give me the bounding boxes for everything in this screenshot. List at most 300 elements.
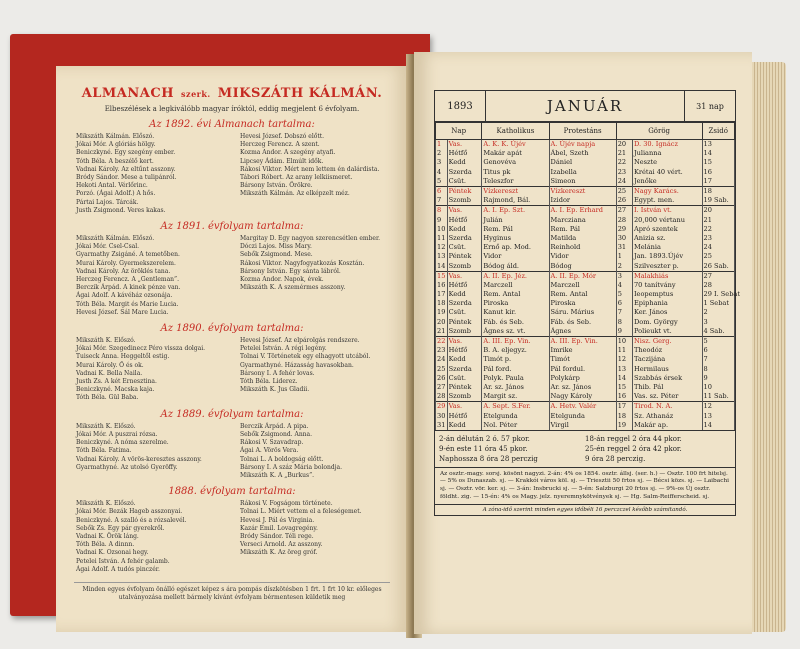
calendar-row <box>436 196 735 206</box>
calendar-cell: 22 <box>437 337 446 346</box>
calendar-cell: 3 <box>616 271 632 281</box>
calendar-cell: 7 <box>702 355 735 364</box>
calendar-row <box>436 261 735 271</box>
calendar-cell: Péntek <box>447 186 482 196</box>
calendar-cell: 9 <box>702 374 735 383</box>
calendar-cell: Theodóz <box>632 346 702 355</box>
calendar-cell: Vas. <box>447 402 482 412</box>
calendar-cell: Szerda <box>447 234 482 243</box>
calendar-cell: 20 <box>616 140 632 150</box>
contents-entry: Hevesi József. Sál Mare Lucia. <box>76 308 169 316</box>
calendar-cell: Vízkereszt <box>549 186 616 196</box>
contents-entry: Mikszáth K. Jus Gladii. <box>240 386 310 394</box>
contents-entry: Justh Zsigmond. Veres kakas. <box>76 206 166 214</box>
calendar-row <box>436 140 735 150</box>
calendar-cell: Hétfő <box>447 411 482 420</box>
calendar-cell: Julián <box>482 216 549 225</box>
calendar-cell: 28 <box>702 281 735 290</box>
calendar-cell: 7 <box>616 308 632 317</box>
calendar-cell: Kedd <box>447 355 482 364</box>
calendar-cell: Hétfő <box>447 281 482 290</box>
calendar-cell: Etelgunda <box>482 411 549 420</box>
calendar-cell: 12 <box>616 355 632 364</box>
calendar-cell: Rem. Pál <box>549 225 616 234</box>
calendar-cell: 17 <box>702 177 735 187</box>
section-heading: 1888. évfolyam tartalma: <box>168 486 296 498</box>
calendar-cell: 25 <box>702 252 735 261</box>
contents-entry: Vadnai K. Bella Naila. <box>76 369 143 377</box>
calendar-cell: Polykárp <box>549 374 616 383</box>
calendar-cell: 13 <box>437 252 446 261</box>
calendar-cell: Nagy Károly <box>549 392 616 402</box>
calendar-cell: Hétfő <box>447 346 482 355</box>
calendar-cell: Rem. Pál <box>482 225 549 234</box>
calendar-cell: 11 Sab. <box>702 392 735 402</box>
calendar-cell: Thib. Pál <box>632 383 702 392</box>
contents-entry: Tolnai L. Miért vettem el a feleségemet. <box>240 508 362 516</box>
section-columns <box>56 235 408 317</box>
contents-entry: Petelei István. A fehér galamb. <box>76 557 170 565</box>
calendar-cell: Sz. Athanáz <box>632 411 702 420</box>
moon-phase-line: 9 óra 28 perczig. <box>585 454 646 463</box>
calendar-cell: 27 <box>437 382 446 391</box>
calendar-row <box>436 281 735 290</box>
calendar-cell: 30 <box>616 234 632 243</box>
contents-entry: Margitay D. Egy nagyon szerencsétlen ember. <box>240 235 381 243</box>
calendar-cell: 29 <box>437 402 446 411</box>
calendar-cell: 15 <box>702 158 735 167</box>
calendar-cell: Vidor <box>549 252 616 261</box>
contents-entry: Jókai Mór. Csel-Csal. <box>76 243 140 251</box>
calendar-row <box>436 149 735 158</box>
calendar-cell: Dániel <box>549 158 616 167</box>
contents-entry: Sebők Zs. Egy pár gyerekről. <box>76 524 165 532</box>
calendar-row <box>436 355 735 364</box>
calendar-cell: 25 <box>616 186 632 196</box>
contents-entry: Jókai Mór. A glóriás hölgy. <box>76 141 156 149</box>
calendar-cell: Bódog áld. <box>482 261 549 271</box>
calendar-cell: Marczell <box>549 281 616 290</box>
calendar-header <box>435 91 735 122</box>
calendar-row <box>436 234 735 243</box>
calendar-cell: 12 <box>702 402 735 412</box>
calendar-cell: I. István vt. <box>632 206 702 216</box>
calendar-row <box>436 383 735 392</box>
contents-entry: Mikszáth K. Előszó. <box>76 337 136 345</box>
calendar-cell: Jan. 1893.Újév <box>632 252 702 261</box>
contents-entry: Hekoti Antal. Vérlőrinc. <box>76 182 148 190</box>
calendar-cell: Reinhold <box>549 243 616 252</box>
calendar-days-count: 31 nap <box>696 101 724 111</box>
calendar-row <box>436 421 735 430</box>
calendar-cell: 25 <box>437 364 446 373</box>
calendar-cell: Polyk. Paula <box>482 374 549 383</box>
calendar-cell: Pál ford. <box>482 365 549 374</box>
calendar-cell: Vas. <box>447 271 482 281</box>
calendar-cell: 2 <box>436 149 448 158</box>
calendar-cell: Nol. Péter <box>482 421 549 430</box>
calendar-cell: 14 <box>702 421 735 430</box>
contents-entry: Mikszáth Kálmán. Az elképzelt méz. <box>240 190 350 198</box>
calendar-cell: Ágnes <box>549 327 616 337</box>
contents-entry: Tóth Béla. A beszélő kert. <box>76 157 154 165</box>
contents-entry: Mikszáth Kálmán. Előszó. <box>76 133 155 140</box>
calendar-cell: 19 <box>437 308 446 317</box>
contents-entry: Jókai Mór. Szegedinecz Péro vissza dolgai. <box>76 345 206 353</box>
calendar-cell: 1 <box>436 140 448 150</box>
calendar-cell: 21 <box>702 216 735 225</box>
contents-entry: Beniczkyné. Macska kaja. <box>76 386 155 394</box>
calendar-cell: Egypt. men. <box>632 196 702 206</box>
calendar-cell: 1 <box>616 252 632 261</box>
calendar-cell: 26 <box>437 373 446 382</box>
section-columns <box>56 337 408 403</box>
calendar-cell: 3 <box>702 318 735 327</box>
calendar-cell: Kedd <box>447 225 482 234</box>
calendar-cell: Csüt. <box>447 177 482 187</box>
calendar-cell: 20,000 vértanu <box>632 216 702 225</box>
contents-entry: Mikszáth Kálmán. Előszó. <box>76 235 155 243</box>
calendar-cell: 13 <box>702 140 735 150</box>
moon-phase-line: 2-án délután 2 ó. 57 pkor. <box>439 434 530 443</box>
section-column <box>240 133 394 215</box>
calendar-cell: 30 <box>437 411 446 420</box>
contents-entry: Mikszáth K. Előszó. <box>76 500 136 508</box>
calendar-cell: 15 <box>616 383 632 392</box>
page-edges <box>752 62 786 632</box>
calendar-cell: A. Hetv. Valér <box>549 402 616 412</box>
calendar-cell: 18 <box>616 411 632 420</box>
calendar-month: JANUÁR <box>485 91 685 121</box>
contents-entry: Mikszáth K. Előszó. <box>76 422 136 430</box>
calendar-row <box>436 327 735 337</box>
calendar-cell: A. I. Ep. Erhard <box>549 206 616 216</box>
calendar-cell: 70 tanítvány <box>632 281 702 290</box>
calendar-cell: 13 <box>702 411 735 420</box>
calendar-row <box>436 177 735 187</box>
calendar-cell: A. Újév napja <box>549 140 616 150</box>
calendar-cell: 10 <box>437 224 446 233</box>
calendar-cell: D. 30. Ignácz <box>632 140 702 150</box>
calendar-row <box>436 411 735 420</box>
calendar-cell: 27 <box>616 206 632 216</box>
contents-entry: Beniczkyné. A szalló és a rózsalevél. <box>76 516 187 524</box>
calendar-row <box>436 271 735 281</box>
calendar-cell: 12 <box>437 243 446 252</box>
calendar-cell: Szomb <box>447 327 482 337</box>
calendar-cell: Makár apát <box>482 149 549 158</box>
calendar-cell: Ábel, Szeth <box>549 149 616 158</box>
calendar-row <box>436 308 735 317</box>
calendar-row <box>436 299 735 308</box>
calendar-row <box>436 168 735 177</box>
footer-note: Minden egyes évfolyam önálló egészet képez s ára pompás díszkötésben 1 frt. 1 frt 10 kr. előleges utalványozása mellett bármely kívánt évfolyam bérmentesen küldetik meg <box>74 582 390 602</box>
contents-entry: Murai Károly. Gyermekszerelem. <box>76 259 176 267</box>
calendar-cell: 8 <box>436 206 448 216</box>
calendar-cell: Csüt. <box>447 308 482 317</box>
contents-entry: Sebők Zsigmond. Mese. <box>240 251 313 259</box>
moon-phase-line: Naphossza 8 óra 28 perczig <box>439 454 538 463</box>
calendar-cell: 22 <box>702 225 735 234</box>
calendar-cell: Fáb. és Seb. <box>482 318 549 327</box>
calendar-row <box>436 290 735 299</box>
contents-entry: Tolnai L. A boldogság előtt. <box>240 455 324 463</box>
calendar-cell: Polieukt vt. <box>632 327 702 337</box>
section-columns <box>56 133 408 215</box>
contents-entry: Tolnai V. Történetek egy elhagyott utcából. <box>240 353 371 361</box>
calendar-cell: 11 <box>616 346 632 355</box>
calendar-cell: Matilda <box>549 234 616 243</box>
calendar-cell: Nisz. Gerg. <box>632 336 702 346</box>
calendar-cell: Julianna <box>632 149 702 158</box>
contents-entry: Hevesi József. Dobszó előtt. <box>240 133 325 140</box>
calendar-cell: Krétai 40 vért. <box>632 168 702 177</box>
calendar-cell: Simeon <box>549 177 616 187</box>
contents-entry: Ágai A. Vörös Vera. <box>240 447 299 455</box>
calendar-cell: 17 <box>616 402 632 412</box>
calendar-cell: Péntek <box>447 252 482 261</box>
calendar-row <box>436 392 735 402</box>
calendar-cell: Vas. <box>447 206 482 216</box>
contents-entry: Dóczi Lajos. Miss Mary. <box>240 243 312 251</box>
contents-entry: Tóth Béla. Margit és Marie Lucia. <box>76 300 179 308</box>
contents-entry: Tuiseck Anna. Heggeltől estig. <box>76 353 170 361</box>
section-heading: Az 1891. évfolyam tartalma: <box>160 221 304 233</box>
calendar-cell: Szabbás érsek <box>632 374 702 383</box>
contents-entry: Vadnai Károly. Az öröklés tana. <box>76 267 171 275</box>
calendar-row <box>436 158 735 167</box>
calendar-cell: 16 <box>616 392 632 402</box>
calendar <box>434 90 741 516</box>
calendar-cell: Genovéva <box>482 158 549 167</box>
contents-entry: Tóth Béla. Fatima. <box>76 447 132 455</box>
calendar-row <box>436 252 735 261</box>
calendar-table <box>435 122 741 430</box>
calendar-cell: Fáb. és Seb. <box>549 318 616 327</box>
calendar-cell: A. I. Ep. Szt. <box>482 206 549 216</box>
calendar-cell: 31 <box>437 420 446 429</box>
calendar-cell: 16 <box>437 280 446 289</box>
calendar-row <box>436 365 735 374</box>
contents-entry: Rákosi Viktor. Nagyfogyatkozás Kosztán. <box>240 259 365 267</box>
moon-phase-line: 9-én este 11 óra 45 pkor. <box>439 444 528 453</box>
calendar-cell: 1 Sebat <box>702 299 735 308</box>
contents-entry: Beniczkyné. A nóma szerelme. <box>76 439 169 447</box>
contents-entry: Berczik Árpád. A kinek pénze van. <box>76 284 181 292</box>
calendar-cell: Izabella <box>549 168 616 177</box>
contents-entry: Tábori Róbert. Az arany lelkiismeret. <box>240 174 353 182</box>
contents-entry: Vadnai K. Örök láng. <box>76 532 139 540</box>
contents-entry: Lipcsey Ádám. Elmúlt idők. <box>240 157 324 165</box>
calendar-cell: Etelgunda <box>549 411 616 420</box>
calendar-cell: Piroska <box>549 299 616 308</box>
contents-entry: Tóth Béla. Liderez. <box>240 378 298 386</box>
section-column <box>76 337 230 403</box>
calendar-cell: Virgil <box>549 421 616 430</box>
contents-entry: Kozma Andor. A szegény atyafi. <box>240 149 336 157</box>
calendar-cell: 8 <box>702 365 735 374</box>
calendar-cell: Hétfő <box>447 149 482 158</box>
calendar-cell: 14 <box>437 261 446 270</box>
calendar-cell: 21 <box>616 149 632 158</box>
contents-entry: Verseci Arnold. Az asszony. <box>240 541 323 549</box>
calendar-cell: 14 <box>616 374 632 383</box>
contents-entry: Bársony István. Egy sánta lábról. <box>240 267 341 275</box>
calendar-cell: 28 <box>616 216 632 225</box>
calendar-cell: 18 <box>437 299 446 308</box>
calendar-cell: A. II. Ep. Jéz. <box>482 271 549 281</box>
calendar-cell: Titus pk <box>482 168 549 177</box>
section-heading: Az 1892. évi Almanach tartalma: <box>149 119 315 130</box>
almanach-title: ALMANACH szerk. MIKSZÁTH KÁLMÁN. <box>81 86 383 101</box>
calendar-cell: Szomb <box>447 261 482 271</box>
calendar-cell: 29 <box>616 225 632 234</box>
right-page <box>414 52 752 634</box>
left-page <box>56 66 408 632</box>
contents-entry: Rákosi Viktor. Mért nem lettem én dalárdista. <box>240 165 380 173</box>
calendar-cell: Epiphania <box>632 299 702 308</box>
calendar-cell: 6 <box>702 346 735 355</box>
contents-entry: Rákosi V. Fogságom története. <box>240 500 333 508</box>
calendar-cell: 27 <box>702 271 735 281</box>
calendar-cell: 19 <box>616 421 632 430</box>
calendar-cell: Vidor <box>482 252 549 261</box>
section-column <box>76 133 230 215</box>
calendar-cell: Hétfő <box>447 216 482 225</box>
calendar-cell: Ar. sz. János <box>549 383 616 392</box>
calendar-cell: Ker. János <box>632 308 702 317</box>
calendar-cell: 8 <box>616 318 632 327</box>
calendar-cell: Malakhiás <box>632 271 702 281</box>
calendar-cell: 13 <box>616 365 632 374</box>
calendar-cell: Péntek <box>447 318 482 327</box>
calendar-row <box>436 243 735 252</box>
calendar-cell: Nagy Karács. <box>632 186 702 196</box>
calendar-cell: Piroska <box>482 299 549 308</box>
contents-entry: Murai Károly. Ő és ok. <box>76 361 144 369</box>
contents-entry: Hevesi J. Pál és Virginia. <box>240 516 315 524</box>
calendar-cell: Rem. Antal <box>482 290 549 299</box>
calendar-cell: Kedd <box>447 290 482 299</box>
calendar-cell: Jenőke <box>632 177 702 187</box>
calendar-cell: Timót <box>549 355 616 364</box>
calendar-cell: A. K. K. Újév <box>482 140 549 150</box>
contents-entry: Tóth Béla. Gül Baba. <box>76 394 139 402</box>
calendar-cell: 6 <box>436 186 448 196</box>
calendar-cell: Hermilaus <box>632 365 702 374</box>
calendar-cell: 31 <box>616 243 632 252</box>
calendar-cell: Taczijána <box>632 355 702 364</box>
contents-entry: Gyarmathyné. Az utolsó Gyeröffy. <box>76 463 178 471</box>
calendar-cell: 17 <box>437 290 446 299</box>
calendar-cell: Marcziana <box>549 216 616 225</box>
column-header: Katholikus <box>482 123 549 140</box>
section-column <box>76 423 230 480</box>
contents-entry: Mikszáth K. A szemérmes asszony. <box>240 284 346 292</box>
calendar-cell: 21 <box>437 326 446 335</box>
calendar-cell: Melánia <box>632 243 702 252</box>
calendar-cell: 15 <box>437 271 446 280</box>
contents-entry: Bródy Sándor. Téli rege. <box>240 532 314 540</box>
column-header: Protestáns <box>549 123 616 140</box>
calendar-cell: Izidor <box>549 196 616 206</box>
calendar-cell: Szerda <box>447 168 482 177</box>
almanach-subtitle: Elbeszélések a legkiválóbb magyar íróktól, eddig megjelent 6 évfolyam. <box>104 105 360 113</box>
calendar-cell: Rem. Antal <box>549 290 616 299</box>
timezone-note: A zóna-idő szerint minden egyes időbéli 16 perczczel később számitandó. <box>435 504 735 515</box>
contents-entry: Bródy Sándor. Mese a tulipánról. <box>76 174 177 182</box>
calendar-cell: 22 <box>616 158 632 167</box>
calendar-cell: Péntek <box>447 383 482 392</box>
contents-entry: Ágai Adolf. A tudós pinczér. <box>76 565 160 573</box>
calendar-cell: Csüt. <box>447 243 482 252</box>
calendar-cell: 24 <box>702 243 735 252</box>
calendar-row <box>436 216 735 225</box>
calendar-cell: Ar. sz. János <box>482 383 549 392</box>
contents-entry: Bársony I. A fehér lovas. <box>240 369 315 377</box>
calendar-cell: 26 <box>616 196 632 206</box>
calendar-cell: B. A. eljegyz. <box>482 346 549 355</box>
calendar-cell: 26 Sab. <box>702 261 735 271</box>
calendar-cell: 2 <box>702 308 735 317</box>
contents-entry: Jókai Mór. A puszrai rózsa. <box>76 430 158 438</box>
calendar-cell: Kedd <box>447 158 482 167</box>
column-header: Zsidó <box>702 123 735 140</box>
calendar-cell: Szomb <box>447 196 482 206</box>
calendar-cell: Tirod. N. A. <box>632 402 702 412</box>
contents-entry: Mikszáth K. A „Burkus”. <box>240 471 315 479</box>
calendar-cell: 29 I. Sebat <box>703 290 741 299</box>
contents-entry: Porzó. (Ágai Adolf.) A hős. <box>76 190 156 198</box>
calendar-cell: Vas. <box>447 336 482 346</box>
contents-entry: Mikszáth K. Az öreg gróf. <box>240 549 318 557</box>
calendar-cell: 5 <box>436 177 448 187</box>
calendar-cell: 18 <box>702 186 735 196</box>
contents-entry: Tóth Béla. A dinnn. <box>76 541 135 549</box>
calendar-cell: A. III. Ep. Vin. <box>482 336 549 346</box>
calendar-cell: 4 <box>616 281 632 290</box>
calendar-cell: 9 <box>616 327 632 337</box>
calendar-cell: 6 <box>616 299 632 308</box>
calendar-cell: 3 <box>436 158 448 167</box>
contents-entry: Bársony I. A száz Mária bolondja. <box>240 463 343 471</box>
calendar-cell: 7 <box>436 196 448 206</box>
calendar-cell: Marczell <box>482 281 549 290</box>
contents-entry: Kazár Emil. Lovagregény. <box>240 524 318 532</box>
calendar-cell: 19 Sab. <box>702 196 735 206</box>
calendar-cell: 24 <box>616 177 632 187</box>
calendar-cell: Margit sz. <box>482 392 549 402</box>
calendar-cell: 28 <box>437 392 446 401</box>
calendar-cell: Szerda <box>447 365 482 374</box>
contents-entry: Vadnai K. Ozsonai hegy. <box>76 549 149 557</box>
section-columns <box>56 500 408 574</box>
calendar-cell: 24 <box>437 355 446 364</box>
calendar-cell: 16 <box>702 168 735 177</box>
contents-entry: Berczik Árpád. A pipa. <box>240 422 309 430</box>
contents-entry: Bársony István. Örökre. <box>240 182 313 190</box>
section-column <box>240 337 394 403</box>
calendar-cell: Teleszfor <box>482 177 549 187</box>
calendar-cell: 4 <box>436 168 448 177</box>
calendar-cell: 23 <box>616 168 632 177</box>
calendar-cell: Makár ap. <box>632 421 702 430</box>
contents-entry: Herczeg Ferencz. A szent. <box>240 141 320 149</box>
calendar-cell: Vízkereszt <box>482 186 549 196</box>
calendar-cell: Ieopemptus <box>632 290 702 299</box>
contents-entry: Beniczkyné. Egy szegény ember. <box>76 149 176 157</box>
section-column <box>240 423 394 480</box>
